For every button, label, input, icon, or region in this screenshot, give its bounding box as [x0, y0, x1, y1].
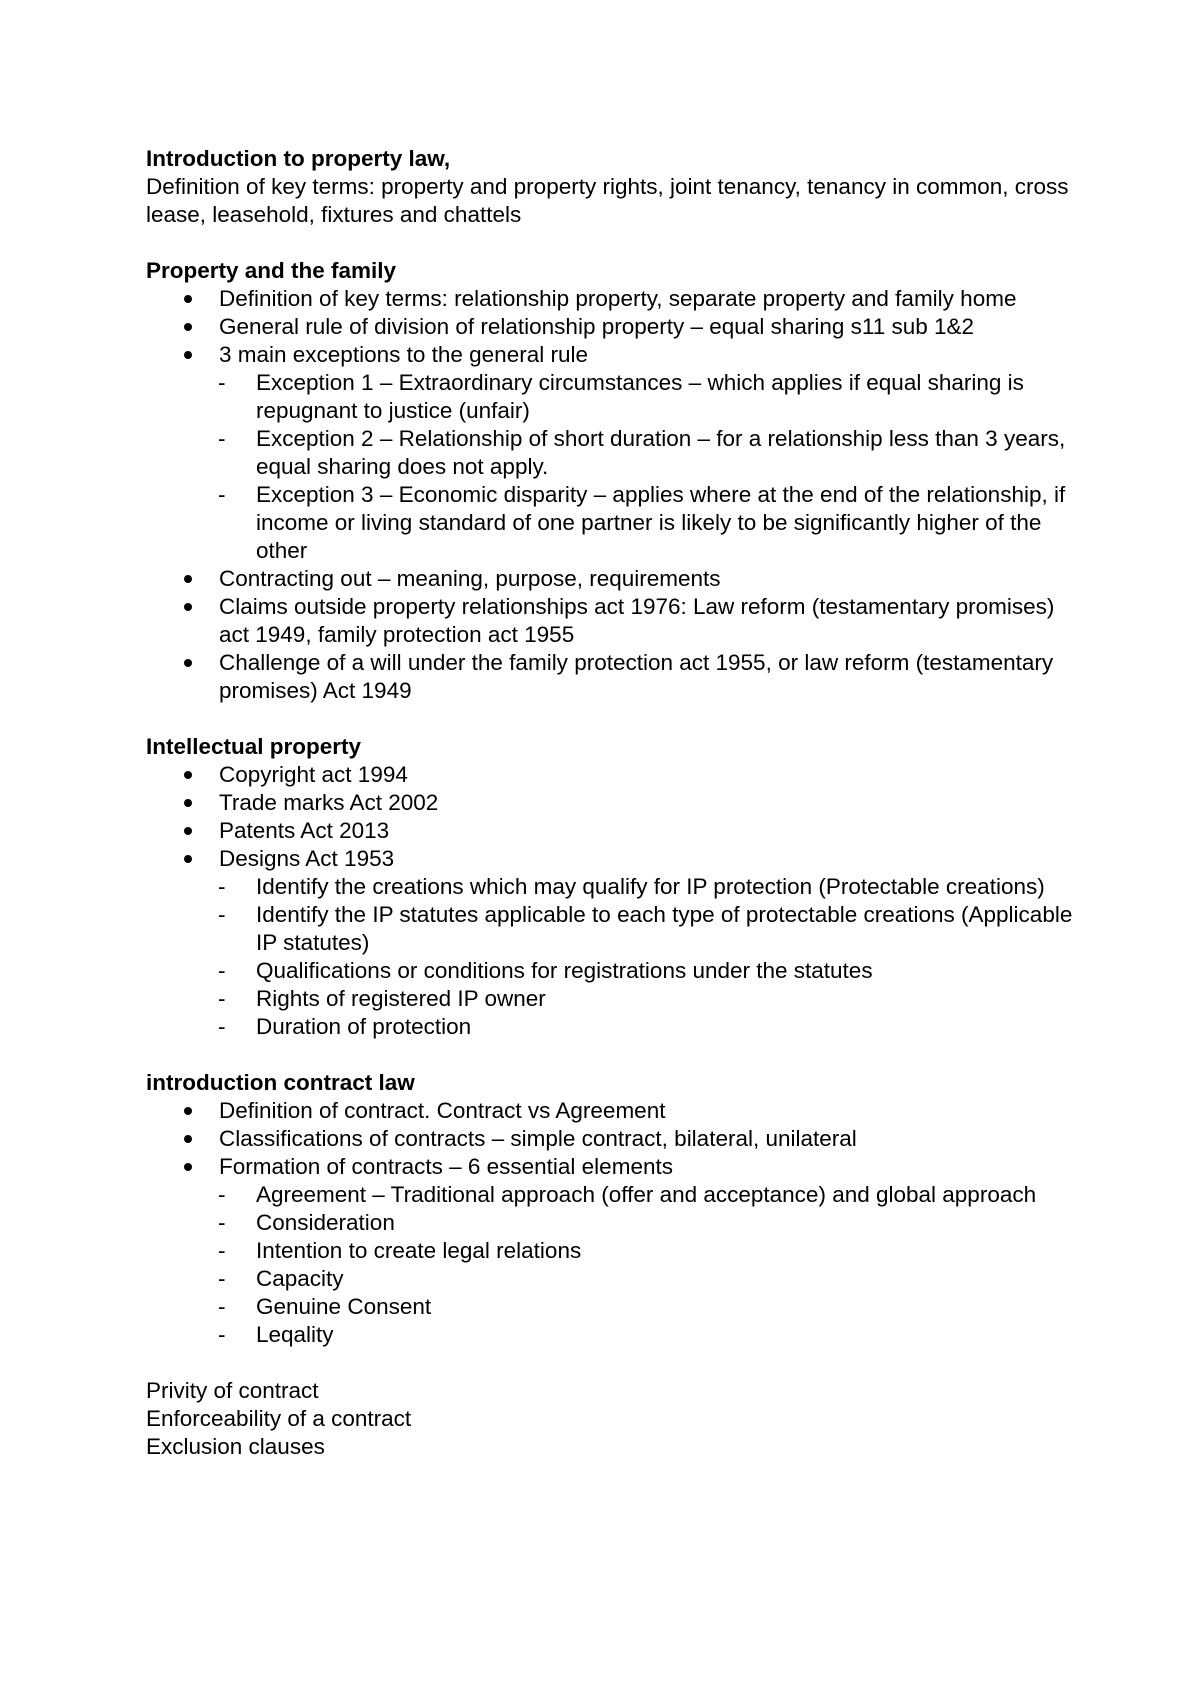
list-item	[146, 341, 1086, 565]
sub-list-item-text: Genuine Consent	[256, 1294, 432, 1319]
list-item	[146, 649, 1086, 705]
list-item-text: Contracting out – meaning, purpose, requirements	[219, 566, 721, 591]
list-item	[146, 285, 1086, 313]
bullet-list-ip	[146, 761, 1086, 1041]
sub-list-item	[146, 901, 1086, 957]
sub-list-item	[146, 369, 1086, 425]
document-page	[146, 145, 1086, 1461]
list-item-text: Claims outside property relationships act 1976: Law reform (testamentary promises) act 1949, family protection act 1955	[219, 594, 1055, 647]
dash-icon: -	[218, 426, 226, 451]
list-item	[146, 845, 1086, 1041]
list-item	[146, 565, 1086, 593]
sub-list-item-text: Rights of registered IP owner	[256, 986, 546, 1011]
list-item-text: Formation of contracts – 6 essential elements	[219, 1154, 673, 1179]
sub-list-item-text: Intention to create legal relations	[256, 1238, 582, 1263]
list-item	[146, 593, 1086, 649]
bullet-icon	[184, 1163, 192, 1171]
sub-list-item	[146, 1321, 1086, 1349]
list-item-text: 3 main exceptions to the general rule	[219, 342, 588, 367]
dash-icon: -	[218, 986, 226, 1011]
bullet-icon	[184, 659, 192, 667]
dash-icon: -	[218, 1182, 226, 1207]
dash-icon: -	[218, 482, 226, 507]
dash-icon: -	[218, 1210, 226, 1235]
dash-list-ip	[146, 873, 1086, 1041]
bullet-icon	[184, 1107, 192, 1115]
list-item-text: Challenge of a will under the family protection act 1955, or law reform (testamentary promises) Act 1949	[219, 650, 1054, 703]
section-heading-family: Property and the family	[146, 258, 397, 283]
list-item-text: Trade marks Act 2002	[219, 790, 439, 815]
sub-list-item	[146, 1209, 1086, 1237]
dash-icon: -	[218, 1322, 226, 1347]
section-heading-contract: introduction contract law	[146, 1070, 415, 1095]
bullet-icon	[184, 603, 192, 611]
dash-list-exceptions	[146, 369, 1086, 565]
bullet-icon	[184, 351, 192, 359]
sub-list-item-text: Agreement – Traditional approach (offer and acceptance) and global approach	[256, 1182, 1037, 1207]
sub-list-item	[146, 1237, 1086, 1265]
sub-list-item	[146, 1181, 1086, 1209]
sub-list-item	[146, 957, 1086, 985]
list-item	[146, 1125, 1086, 1153]
bullet-list-contract	[146, 1097, 1086, 1349]
bullet-list-family	[146, 285, 1086, 705]
bullet-icon	[184, 827, 192, 835]
bullet-icon	[184, 323, 192, 331]
dash-icon: -	[218, 1294, 226, 1319]
sub-list-item-text: Capacity	[256, 1266, 344, 1291]
sub-list-item	[146, 1293, 1086, 1321]
list-item-text: General rule of division of relationship property – equal sharing s11 sub 1&2	[219, 314, 975, 339]
sub-list-item-text: Qualifications or conditions for registrations under the statutes	[256, 958, 873, 983]
list-item	[146, 1153, 1086, 1349]
dash-icon: -	[218, 902, 226, 927]
list-item	[146, 789, 1086, 817]
sub-list-item-text: Exception 1 – Extraordinary circumstances – which applies if equal sharing is repugnant to justice (unfair)	[256, 370, 1024, 423]
sub-list-item-text: Identify the IP statutes applicable to each type of protectable creations (Applicable IP statutes)	[256, 902, 1073, 955]
dash-icon: -	[218, 874, 226, 899]
spacer	[146, 229, 1086, 257]
spacer	[146, 1041, 1086, 1069]
list-item-text: Designs Act 1953	[219, 846, 395, 871]
bullet-icon	[184, 799, 192, 807]
list-item	[146, 761, 1086, 789]
spacer	[146, 1349, 1086, 1377]
section-heading-ip: Intellectual property	[146, 734, 362, 759]
dash-icon: -	[218, 1014, 226, 1039]
dash-icon: -	[218, 1238, 226, 1263]
sub-list-item	[146, 481, 1086, 565]
sub-list-item-text: Exception 3 – Economic disparity – applies where at the end of the relationship, if income or living standard of one partner is likely to be significantly higher of the other	[256, 482, 1066, 563]
sub-list-item-text: Consideration	[256, 1210, 395, 1235]
sub-list-item	[146, 873, 1086, 901]
list-item-text: Classifications of contracts – simple contract, bilateral, unilateral	[219, 1126, 857, 1151]
bullet-icon	[184, 771, 192, 779]
list-item-text: Definition of contract. Contract vs Agreement	[219, 1098, 666, 1123]
bullet-icon	[184, 1135, 192, 1143]
list-item	[146, 817, 1086, 845]
section-text-property-law: Definition of key terms: property and property rights, joint tenancy, tenancy in common, cross lease, leasehold, fixtures and chattels	[146, 174, 1069, 227]
list-item	[146, 313, 1086, 341]
sub-list-item-text: Identify the creations which may qualify for IP protection (Protectable creations)	[256, 874, 1045, 899]
sub-list-item	[146, 1013, 1086, 1041]
sub-list-item	[146, 985, 1086, 1013]
dash-icon: -	[218, 958, 226, 983]
list-item-text: Definition of key terms: relationship property, separate property and family home	[219, 286, 1017, 311]
sub-list-item	[146, 425, 1086, 481]
dash-icon: -	[218, 1266, 226, 1291]
spacer	[146, 705, 1086, 733]
list-item-text: Copyright act 1994	[219, 762, 408, 787]
dash-icon: -	[218, 370, 226, 395]
sub-list-item-text: Duration of protection	[256, 1014, 472, 1039]
sub-list-item-text: Leqality	[256, 1322, 334, 1347]
closing-line: Exclusion clauses	[146, 1434, 325, 1459]
dash-list-contract	[146, 1181, 1086, 1349]
closing-line: Privity of contract	[146, 1378, 319, 1403]
bullet-icon	[184, 575, 192, 583]
list-item	[146, 1097, 1086, 1125]
list-item-text: Patents Act 2013	[219, 818, 390, 843]
bullet-icon	[184, 855, 192, 863]
bullet-icon	[184, 295, 192, 303]
section-heading-property-law: Introduction to property law,	[146, 146, 451, 171]
sub-list-item-text: Exception 2 – Relationship of short duration – for a relationship less than 3 years, equal sharing does not apply.	[256, 426, 1066, 479]
sub-list-item	[146, 1265, 1086, 1293]
closing-line: Enforceability of a contract	[146, 1406, 412, 1431]
